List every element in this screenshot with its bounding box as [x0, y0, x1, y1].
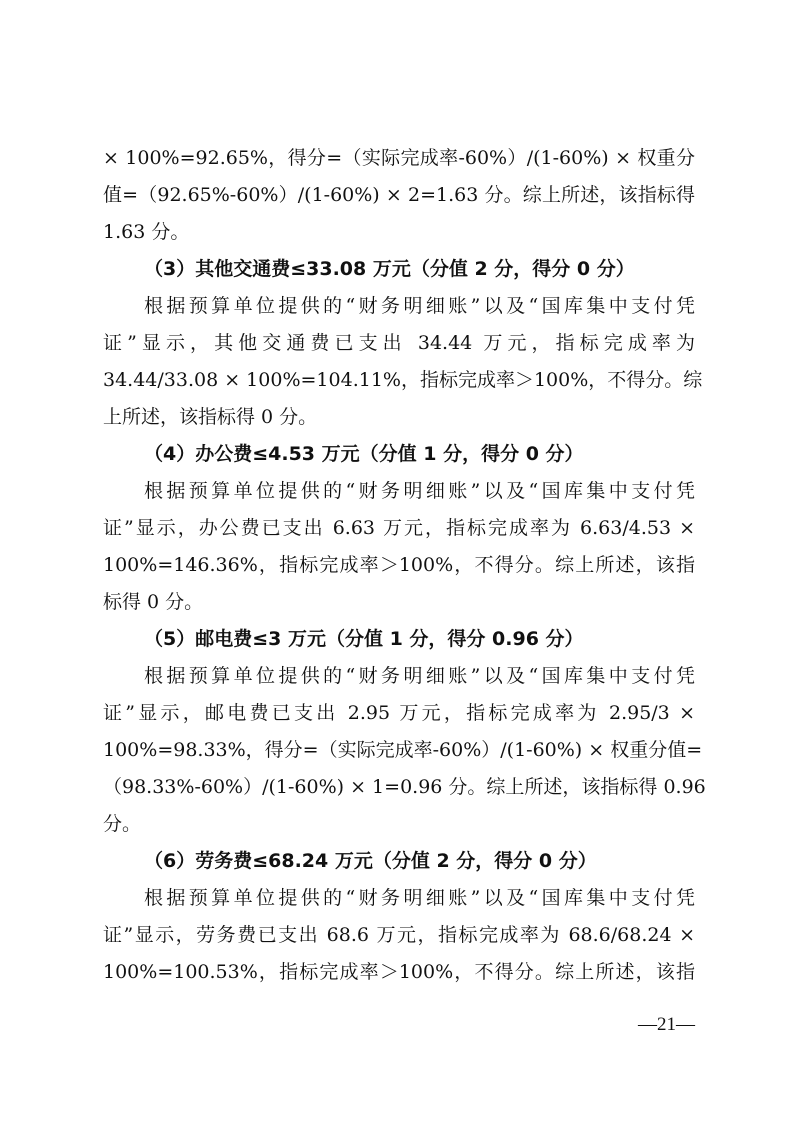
section-heading: （3）其他交通费≤33.08 万元（分值 2 分，得分 0 分） [144, 258, 635, 280]
text-line: 100%=100.53%，指标完成率＞100%，不得分。综上所述，该指 [103, 961, 695, 983]
text-line: 根据预算单位提供的“财务明细账”以及“国库集中支付凭 [144, 887, 695, 909]
body-paragraph [103, 288, 703, 436]
section-heading: （6）劳务费≤68.24 万元（分值 2 分，得分 0 分） [144, 850, 597, 872]
text-line: 1.63 分。 [103, 221, 190, 243]
text-line: 证”显示，邮电费已支出 2.95 万元，指标完成率为 2.95/3 × [103, 702, 695, 724]
text-line: 100%=146.36%，指标完成率＞100%，不得分。综上所述，该指 [103, 554, 695, 576]
text-line: 上所述，该指标得 0 分。 [103, 406, 318, 428]
page-number: —21— [638, 1014, 695, 1035]
section-heading: （5）邮电费≤3 万元（分值 1 分，得分 0.96 分） [144, 628, 584, 650]
text-line: 分。 [103, 813, 142, 835]
text-line: 值=（92.65%-60%）/(1-60%) × 2=1.63 分。综上所述，该指标得 [103, 184, 695, 206]
body-paragraph [103, 473, 695, 621]
text-line: 根据预算单位提供的“财务明细账”以及“国库集中支付凭 [144, 480, 695, 502]
body-paragraph [103, 658, 706, 843]
text-line: 34.44/33.08 × 100%=104.11%，指标完成率＞100%，不得分。综 [103, 369, 703, 391]
text-line: 100%=98.33%，得分=（实际完成率-60%）/(1-60%) × 权重分值= [103, 739, 703, 761]
text-line: 标得 0 分。 [103, 591, 204, 613]
text-line: × 100%=92.65%，得分=（实际完成率-60%）/(1-60%) × 权重分 [103, 147, 695, 169]
text-line: （98.33%-60%）/(1-60%) × 1=0.96 分。综上所述，该指标得 0.96 [103, 776, 706, 798]
page-body [103, 140, 706, 991]
body-paragraph [103, 140, 695, 251]
text-line: 证”显示，办公费已支出 6.63 万元，指标完成率为 6.63/4.53 × [103, 517, 695, 539]
body-paragraph [103, 880, 695, 991]
text-line: 证”显示，其他交通费已支出 34.44 万元，指标完成率为 [103, 332, 695, 354]
text-line: 证”显示，劳务费已支出 68.6 万元，指标完成率为 68.6/68.24 × [103, 924, 695, 946]
section-heading: （4）办公费≤4.53 万元（分值 1 分，得分 0 分） [144, 443, 584, 465]
text-line: 根据预算单位提供的“财务明细账”以及“国库集中支付凭 [144, 295, 695, 317]
text-line: 根据预算单位提供的“财务明细账”以及“国库集中支付凭 [144, 665, 695, 687]
